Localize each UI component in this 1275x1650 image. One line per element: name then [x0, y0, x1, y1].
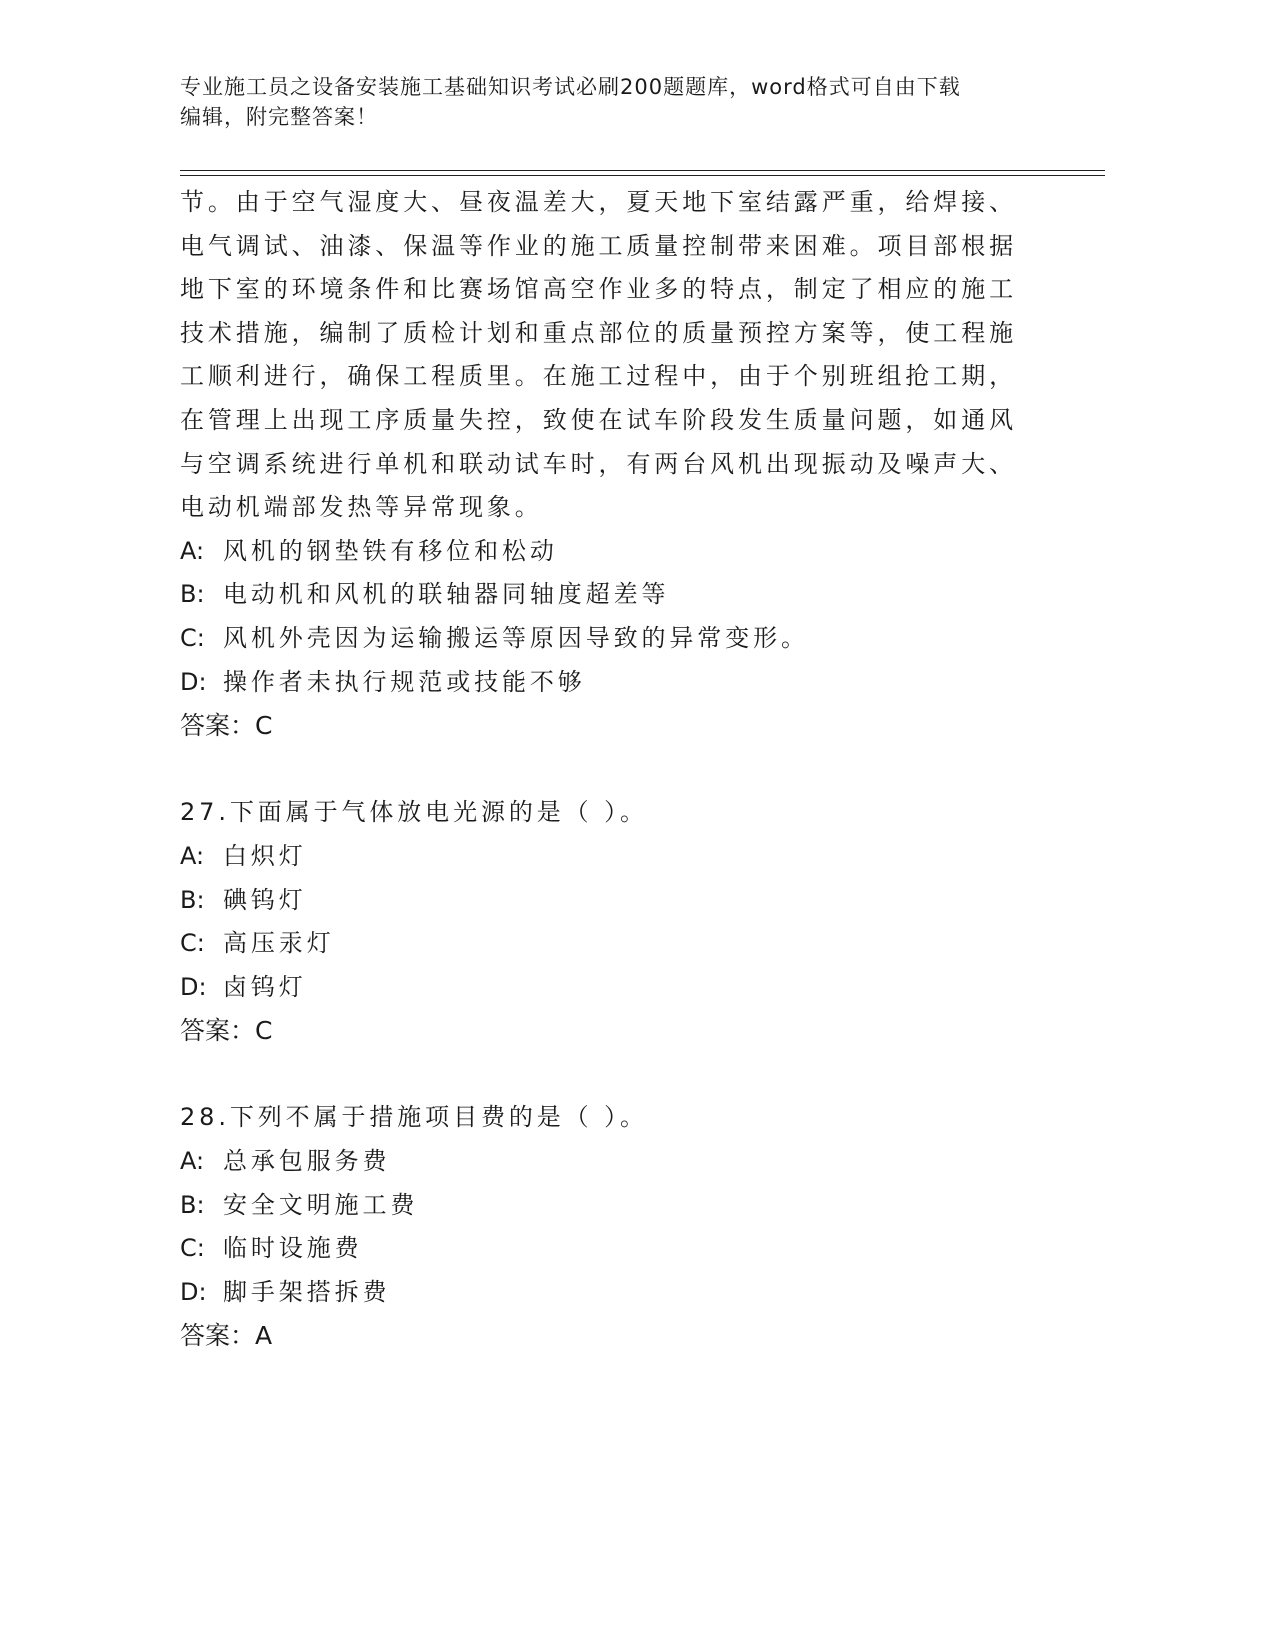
option-text: 脚手架搭拆费	[223, 1277, 391, 1306]
option-text: 风机的钢垫铁有移位和松动	[223, 536, 558, 565]
option-d	[180, 1271, 1080, 1315]
option-text: 风机外壳因为运输搬运等原因导致的异常变形。	[223, 623, 809, 652]
header-rule-top	[180, 170, 1105, 171]
document-header	[180, 72, 1060, 132]
option-c	[180, 922, 1080, 966]
option-text: 总承包服务费	[223, 1147, 391, 1176]
spacer	[180, 748, 1080, 792]
passage-line: 电气调试、油漆、保温等作业的施工质量控制带来困难。项目部根据	[180, 231, 1017, 260]
question-28	[180, 1096, 1080, 1358]
question-text: 28.下列不属于措施项目费的是（ ）。	[180, 1103, 648, 1132]
option-letter: D:	[180, 667, 207, 696]
option-letter: D:	[180, 1277, 207, 1306]
passage-line: 电动机端部发热等异常现象。	[180, 493, 543, 522]
passage-line: 在管理上出现工序质量失控，致使在试车阶段发生质量问题，如通风	[180, 405, 1017, 434]
option-b	[180, 879, 1080, 923]
document-body	[180, 181, 1080, 1358]
option-text: 操作者未执行规范或技能不够	[223, 667, 586, 696]
option-a	[180, 1140, 1080, 1184]
header-line-1: 专业施工员之设备安装施工基础知识考试必刷200题题库，word格式可自由下载	[180, 75, 961, 99]
question-27	[180, 791, 1080, 1053]
question-26-passage	[180, 181, 1080, 530]
option-letter: B:	[180, 1190, 205, 1219]
spacer	[180, 1053, 1080, 1097]
option-letter: B:	[180, 580, 205, 609]
passage-line: 与空调系统进行单机和联动试车时，有两台风机出现振动及噪声大、	[180, 449, 1017, 478]
option-text: 卤钨灯	[223, 972, 307, 1001]
header-rule-bottom	[180, 175, 1105, 176]
option-c	[180, 1227, 1080, 1271]
option-letter: C:	[180, 929, 205, 958]
option-d	[180, 661, 1080, 705]
option-letter: A:	[180, 841, 205, 870]
option-text: 碘钨灯	[223, 885, 307, 914]
option-c	[180, 617, 1080, 661]
option-letter: B:	[180, 885, 205, 914]
option-text: 电动机和风机的联轴器同轴度超差等	[223, 580, 670, 609]
option-b	[180, 1184, 1080, 1228]
option-d	[180, 966, 1080, 1010]
option-text: 安全文明施工费	[223, 1190, 419, 1219]
option-text: 高压汞灯	[223, 929, 335, 958]
option-letter: C:	[180, 1234, 205, 1263]
option-a	[180, 530, 1080, 574]
question-26-options	[180, 530, 1080, 748]
header-line-2: 编辑，附完整答案！	[180, 105, 378, 129]
answer-26: 答案：C	[180, 711, 273, 741]
option-letter: A:	[180, 536, 205, 565]
option-letter: C:	[180, 623, 205, 652]
answer-28: 答案：A	[180, 1321, 273, 1351]
option-b	[180, 573, 1080, 617]
question-text: 27.下面属于气体放电光源的是（ ）。	[180, 798, 648, 827]
option-text: 白炽灯	[223, 841, 307, 870]
passage-line: 地下室的环境条件和比赛场馆高空作业多的特点，制定了相应的施工	[180, 275, 1017, 304]
option-letter: A:	[180, 1147, 205, 1176]
answer-27: 答案：C	[180, 1016, 273, 1046]
passage-line: 工顺利进行，确保工程质里。在施工过程中，由于个别班组抢工期，	[180, 362, 1017, 391]
option-a	[180, 835, 1080, 879]
option-letter: D:	[180, 972, 207, 1001]
option-text: 临时设施费	[223, 1234, 363, 1263]
passage-line: 节。由于空气湿度大、昼夜温差大，夏天地下室结露严重，给焊接、	[180, 188, 1017, 216]
passage-line: 技术措施，编制了质检计划和重点部位的质量预控方案等，使工程施	[180, 318, 1017, 347]
